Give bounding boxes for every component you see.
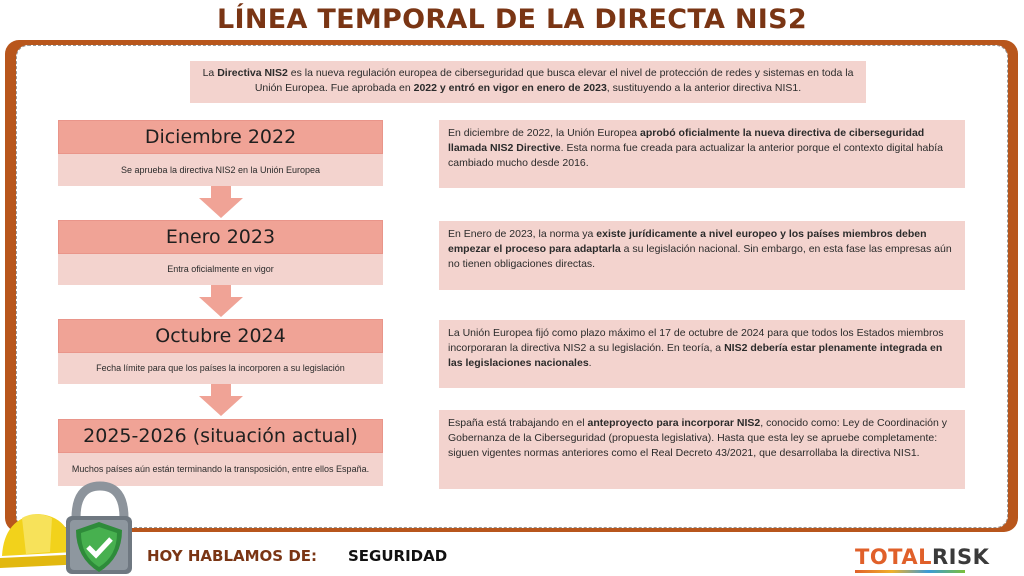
intro-bold: Directiva NIS2 (217, 67, 288, 79)
detail-text: La Unión Europea fijó como plazo máximo el 17 de octubre de 2024 para que todos los Estados miembros incorporaran la directiva NIS2 a su legislación. En teoría, a (448, 327, 944, 354)
intro-bold: 2022 y entró en vigor en enero de 2023 (413, 82, 607, 94)
footer-label: HOY HABLAMOS DE: (147, 547, 318, 565)
detail-text: . Esta norma fue creada para actualizar la anterior porque el contexto digital había cambiado mucho desde 2016. (448, 142, 943, 169)
detail-text: En diciembre de 2022, la Unión Europea (448, 127, 641, 139)
detail-box (439, 221, 965, 290)
intro-text: es la nueva regulación europea de ciberseguridad que busca elevar el nivel de protección de redes y sistemas en toda la Unión Europea. Fue aprobada en (254, 67, 854, 94)
timeline-step-date: Enero 2023 (58, 220, 383, 254)
logo-part-risk: RISK (932, 545, 990, 569)
detail-box (439, 120, 965, 188)
detail-box (439, 410, 965, 489)
arrow-down-icon (197, 186, 245, 218)
logo-underline (855, 570, 965, 573)
detail-bold: aprobó oficialmente la nueva directiva de ciberseguridad llamada NIS2 Directive (448, 127, 925, 154)
detail-text: En Enero de 2023, la norma ya (448, 228, 597, 240)
arrow-down-icon (197, 285, 245, 317)
timeline-step-summary: Se aprueba la directiva NIS2 en la Unión Europea (58, 154, 383, 186)
page-title: LÍNEA TEMPORAL DE LA DIRECTA NIS2 (216, 4, 807, 35)
detail-bold: existe jurídicamente a nivel europeo y los países miembros deben empezar el proceso para adaptarla (448, 228, 927, 255)
detail-bold: NIS2 debería estar plenamente integrada en las legislaciones nacionales (448, 342, 943, 369)
footer-topic: SEGURIDAD (348, 547, 448, 565)
detail-text: España está trabajando en el (448, 417, 588, 429)
detail-text: a su legislación nacional. Sin embargo, en esta fase las empresas aún no tienen obligaciones directas. (448, 243, 952, 270)
intro-text: , sustituyendo a la anterior directiva NIS1. (606, 82, 802, 94)
logo-part-total: TOTAL (855, 545, 933, 569)
intro-box (190, 61, 866, 103)
detail-text: . (588, 357, 592, 369)
totalrisk-logo (855, 545, 1020, 573)
timeline-step-date: 2025-2026 (situación actual) (58, 419, 383, 453)
detail-box (439, 320, 965, 388)
timeline-step-summary: Muchos países aún están terminando la transposición, entre ellos España. (58, 453, 383, 486)
security-illustration (0, 478, 140, 576)
timeline-step-summary: Fecha límite para que los países la incorporen a su legislación (58, 353, 383, 384)
arrow-down-icon (197, 384, 245, 416)
timeline-step-date: Octubre 2024 (58, 319, 383, 353)
intro-text: La (202, 67, 218, 79)
timeline-step-date: Diciembre 2022 (58, 120, 383, 154)
detail-bold: anteproyecto para incorporar NIS2 (587, 417, 761, 429)
detail-text: , conocido como: Ley de Coordinación y Gobernanza de la Ciberseguridad (propuesta legislativa). Hasta que esta ley se apruebe completamente: siguen vigentes normas anteriores como el Real Decreto 43/2021, que desarrollaba la directiva NIS1. (448, 417, 948, 459)
timeline-step-summary: Entra oficialmente en vigor (58, 254, 383, 285)
